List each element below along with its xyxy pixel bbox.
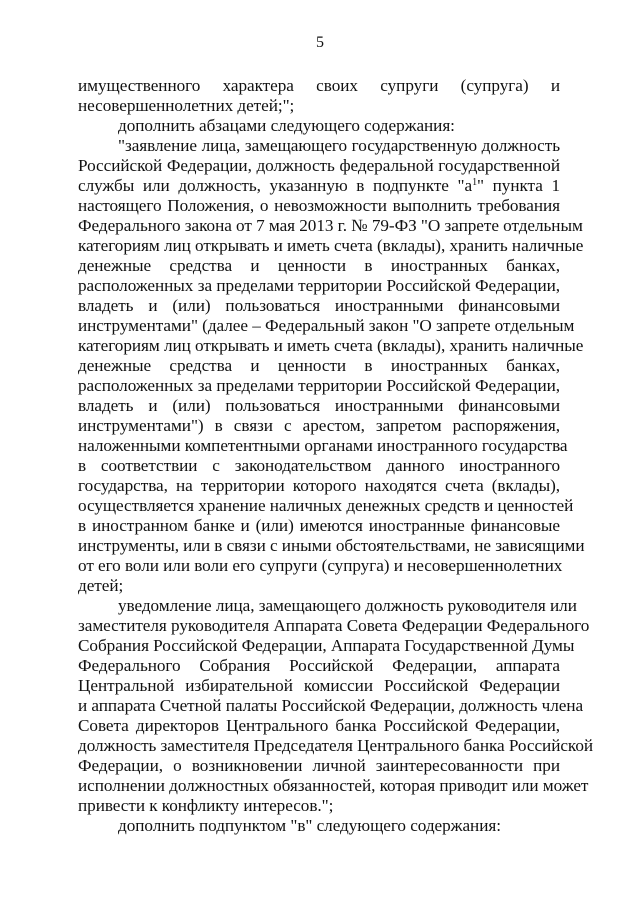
text-line: государства, на территории которого находятся счета (вклады), <box>78 476 560 495</box>
text-line: расположенных за пределами территории Российской Федерации, <box>78 276 560 295</box>
text-line-part: службы или должность, указанную в подпункте "а <box>78 176 473 195</box>
text-line: инструментами") в связи с арестом, запретом распоряжения, <box>78 416 560 435</box>
text-line: имущественного характера своих супруги (супруга) и <box>78 76 560 95</box>
text-line: инструментами" (далее – Федеральный закон "О запрете отдельным <box>78 316 575 335</box>
text-line: Совета директоров Центрального банка Российской Федерации, <box>78 716 560 735</box>
text-line: денежные средства и ценности в иностранных банках, <box>78 356 560 375</box>
text-line: несовершеннолетних детей;"; <box>78 96 295 115</box>
text-line: исполнении должностных обязанностей, которая приводит или может <box>78 776 589 795</box>
text-line: расположенных за пределами территории Российской Федерации, <box>78 376 560 395</box>
text-line: и аппарата Счетной палаты Российской Федерации, должность члена <box>78 696 584 715</box>
text-line: уведомление лица, замещающего должность руководителя или <box>118 596 577 615</box>
text-line: дополнить абзацами следующего содержания: <box>118 116 455 135</box>
text-line-part: " пункта 1 <box>477 176 560 195</box>
page-number: 5 <box>316 34 324 51</box>
text-line: от его воли или воли его супруги (супруга) и несовершеннолетних <box>78 556 563 575</box>
text-line: категориям лиц открывать и иметь счета (вклады), хранить наличные <box>78 336 584 355</box>
text-line: категориям лиц открывать и иметь счета (вклады), хранить наличные <box>78 236 584 255</box>
superscript: 1 <box>472 177 478 188</box>
text-line: владеть и (или) пользоваться иностранными финансовыми <box>78 296 560 315</box>
text-line: осуществляется хранение наличных денежных средств и ценностей <box>78 496 574 515</box>
text-line: денежные средства и ценности в иностранных банках, <box>78 256 560 275</box>
text-line: Федерации, о возникновении личной заинтересованности при <box>78 756 560 775</box>
text-line: Российской Федерации, должность федеральной государственной <box>78 156 560 175</box>
text-line: владеть и (или) пользоваться иностранными финансовыми <box>78 396 560 415</box>
text-line: в иностранном банке и (или) имеются иностранные финансовые <box>78 516 560 535</box>
text-line: инструменты, или в связи с иными обстоятельствами, не зависящими <box>78 536 585 555</box>
text-line: Федерального Собрания Российской Федерации, аппарата <box>78 656 560 675</box>
text-line: Федерального закона от 7 мая 2013 г. № 79-ФЗ "О запрете отдельным <box>78 216 583 235</box>
text-line: наложенными компетентными органами иностранного государства <box>78 436 568 455</box>
text-line: привести к конфликту интересов."; <box>78 796 334 815</box>
text-line: в соответствии с законодательством данного иностранного <box>78 456 560 475</box>
text-line: Собрания Российской Федерации, Аппарата Государственной Думы <box>78 636 575 655</box>
text-line: "заявление лица, замещающего государственную должность <box>118 136 560 155</box>
text-line: настоящего Положения, о невозможности выполнить требования <box>78 196 560 215</box>
text-line: детей; <box>78 576 124 595</box>
text-line: заместителя руководителя Аппарата Совета Федерации Федерального <box>78 616 590 635</box>
text-line: должность заместителя Председателя Центрального банка Российской <box>78 736 594 755</box>
text-line: дополнить подпунктом "в" следующего содержания: <box>118 816 501 835</box>
text-line: Центральной избирательной комиссии Российской Федерации <box>78 676 560 695</box>
